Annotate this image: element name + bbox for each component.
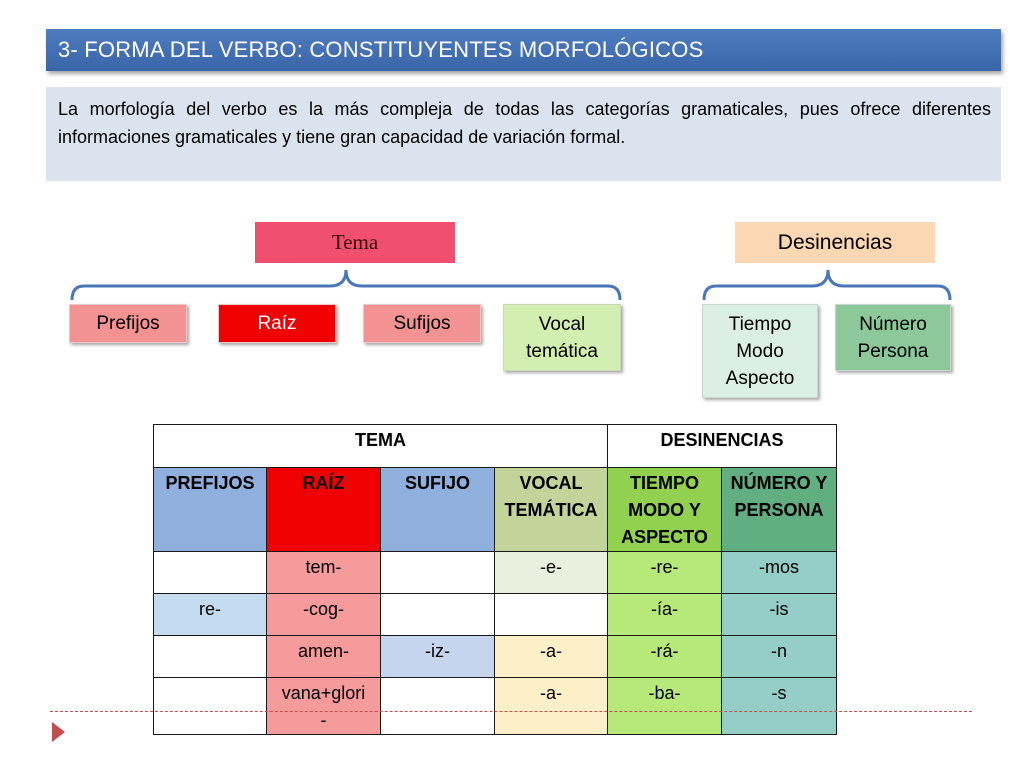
table-cell: -rá- — [608, 636, 722, 678]
tema-group-header: TEMA — [154, 425, 608, 468]
col-header-sufijo: SUFIJO — [381, 468, 495, 552]
table-cell: -a- — [495, 636, 608, 678]
column-header-row — [154, 468, 837, 552]
table-cell — [381, 552, 495, 594]
table-cell: -e- — [495, 552, 608, 594]
slide-title: 3- FORMA DEL VERBO: CONSTITUYENTES MORFOLÓGICOS — [46, 29, 1001, 71]
table-cell: -is — [722, 594, 837, 636]
table-cell — [381, 594, 495, 636]
table-cell: -mos — [722, 552, 837, 594]
tiempo-modo-aspecto-node: Tiempo Modo Aspecto — [702, 304, 818, 398]
table-cell: re- — [154, 594, 267, 636]
intro-paragraph: La morfología del verbo es la más compleja de todas las categorías gramaticales, pues ofrece diferentes informaciones gramaticales y tiene gran capacidad de variación formal. — [46, 87, 1001, 181]
table-cell: -a- — [495, 678, 608, 735]
table-cell — [381, 678, 495, 735]
raiz-node: Raíz — [218, 304, 336, 343]
tema-brace — [72, 270, 620, 300]
sufijos-node: Sufijos — [363, 304, 481, 343]
prefijos-node: Prefijos — [69, 304, 187, 343]
table-cell: -ba- — [608, 678, 722, 735]
table-cell: -re- — [608, 552, 722, 594]
col-header-numero: NÚMERO Y PERSONA — [722, 468, 837, 552]
table-cell: -ía- — [608, 594, 722, 636]
morphology-table — [153, 424, 837, 735]
table-cell — [154, 552, 267, 594]
play-arrow-icon[interactable] — [52, 722, 65, 742]
table-cell — [154, 678, 267, 735]
table-row — [154, 552, 837, 594]
col-header-prefijos: PREFIJOS — [154, 468, 267, 552]
table-cell — [495, 594, 608, 636]
numero-persona-node: Número Persona — [835, 304, 951, 371]
table-cell: -n — [722, 636, 837, 678]
col-header-vocal-tematica: VOCAL TEMÁTICA — [495, 468, 608, 552]
table-row — [154, 594, 837, 636]
table-cell: -cog- — [267, 594, 381, 636]
group-header-row — [154, 425, 837, 468]
table-cell: -iz- — [381, 636, 495, 678]
desinencias-brace — [704, 270, 950, 300]
desinencias-group-header: DESINENCIAS — [608, 425, 837, 468]
table-row — [154, 636, 837, 678]
table-row — [154, 678, 837, 735]
table-cell: amen- — [267, 636, 381, 678]
footer-divider — [50, 711, 972, 712]
table-cell: -s — [722, 678, 837, 735]
col-header-tiempo: TIEMPO MODO Y ASPECTO — [608, 468, 722, 552]
col-header-raiz: RAÍZ — [267, 468, 381, 552]
tema-node: Tema — [255, 222, 455, 263]
table-cell: vana+glori - — [267, 678, 381, 735]
table-cell — [154, 636, 267, 678]
table-cell: tem- — [267, 552, 381, 594]
desinencias-node: Desinencias — [735, 222, 935, 263]
vocal-tematica-node: Vocal temática — [503, 304, 621, 371]
